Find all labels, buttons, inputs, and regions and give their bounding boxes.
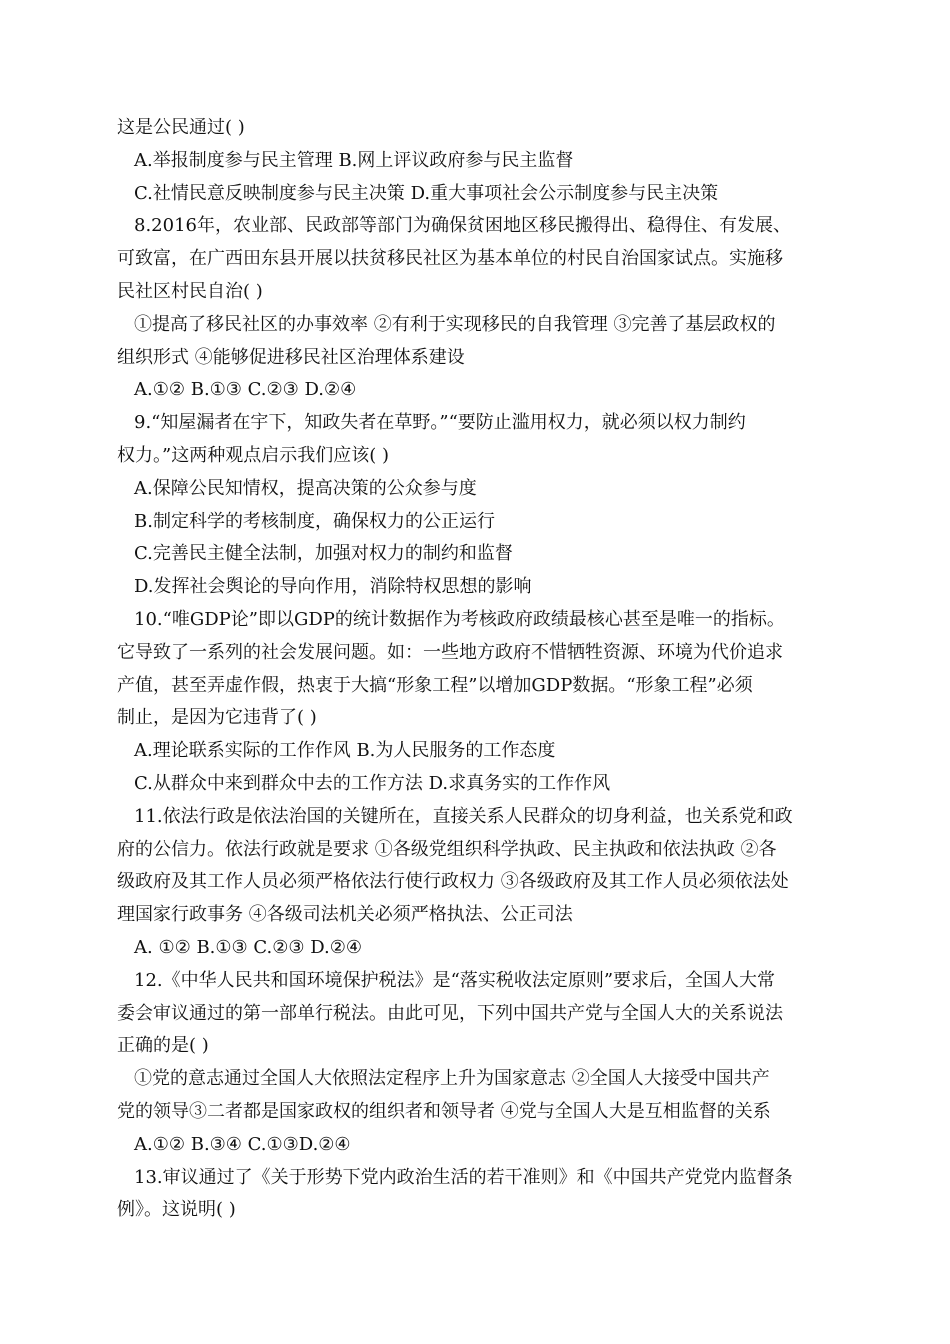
text-line: 10.“唯GDP论”即以GDP的统计数据作为考核政府政绩最核心甚至是唯一的指标。 <box>134 608 785 630</box>
text-line: 9.“知屋漏者在宇下，知政失者在草野。”“要防止滥用权力，就必须以权力制约 <box>134 412 746 434</box>
text-line: D.发挥社会舆论的导向作用，消除特权思想的影响 <box>134 576 532 598</box>
text-line: 这是公民通过( ) <box>117 117 245 138</box>
text-line: B.制定科学的考核制度，确保权力的公正运行 <box>134 510 495 532</box>
text-line: A.①② B.①③ C.②③ D.②④ <box>134 379 357 401</box>
text-line: 正确的是( ) <box>117 1035 209 1057</box>
text-line: ①提高了移民社区的办事效率 ②有利于实现移民的自我管理 ③完善了基层政权的 <box>134 313 776 335</box>
text-line: C.从群众中来到群众中去的工作方法 D.求真务实的工作作风 <box>134 772 611 794</box>
text-line: 可致富，在广西田东县开展以扶贫移民社区为基本单位的村民自治国家试点。实施移 <box>117 248 783 270</box>
text-line: 产值，甚至弄虚作假，热衷于大搞“形象工程”以增加GDP数据。“形象工程”必须 <box>117 674 753 696</box>
text-line: A.理论联系实际的工作作风 B.为人民服务的工作态度 <box>134 740 556 762</box>
text-line: C.社情民意反映制度参与民主决策 D.重大事项社会公示制度参与民主决策 <box>134 182 719 204</box>
text-line: 级政府及其工作人员必须严格依法行使行政权力 ③各级政府及其工作人员必须依法处 <box>117 871 789 893</box>
text-line: 组织形式 ④能够促进移民社区治理体系建设 <box>117 346 465 368</box>
text-line: 13.审议通过了《关于形势下党内政治生活的若干准则》和《中国共产党党内监督条 <box>134 1166 793 1188</box>
text-line: 它导致了一系列的社会发展问题。如：一些地方政府不惜牺牲资源、环境为代价追求 <box>117 641 783 663</box>
text-line: A.举报制度参与民主管理 B.网上评议政府参与民主监督 <box>134 149 574 171</box>
document-page <box>117 112 837 1227</box>
text-line: ①党的意志通过全国人大依照法定程序上升为国家意志 ②全国人大接受中国共产 <box>134 1068 770 1090</box>
text-line: 8.2016年，农业部、民政部等部门为确保贫困地区移民搬得出、稳得住、有发展、 <box>134 215 791 237</box>
text-line: 理国家行政事务 ④各级司法机关必须严格执法、公正司法 <box>117 904 573 926</box>
text-line: 例》。这说明( ) <box>117 1199 236 1221</box>
text-line: A. ①② B.①③ C.②③ D.②④ <box>134 936 363 958</box>
text-line: C.完善民主健全法制，加强对权力的制约和监督 <box>134 543 513 565</box>
text-line: 民社区村民自治( ) <box>117 280 263 302</box>
text-line: A.①② B.③④ C.①③D.②④ <box>134 1133 351 1155</box>
text-line: 12.《中华人民共和国环境保护税法》是“落实税收法定原则”要求后，全国人大常 <box>134 969 776 991</box>
text-line: 权力。”这两种观点启示我们应该( ) <box>117 444 389 466</box>
text-line: 党的领导③二者都是国家政权的组织者和领导者 ④党与全国人大是互相监督的关系 <box>117 1100 771 1122</box>
text-line: 11.依法行政是依法治国的关键所在，直接关系人民群众的切身利益，也关系党和政 <box>134 805 793 827</box>
text-line: 委会审议通过的第一部单行税法。由此可见，下列中国共产党与全国人大的关系说法 <box>117 1002 783 1024</box>
text-line: 府的公信力。依法行政就是要求 ①各级党组织科学执政、民主执政和依法执政 ②各 <box>117 838 777 860</box>
text-line: 制止，是因为它违背了( ) <box>117 707 317 729</box>
text-line: A.保障公民知情权，提高决策的公众参与度 <box>134 477 477 499</box>
